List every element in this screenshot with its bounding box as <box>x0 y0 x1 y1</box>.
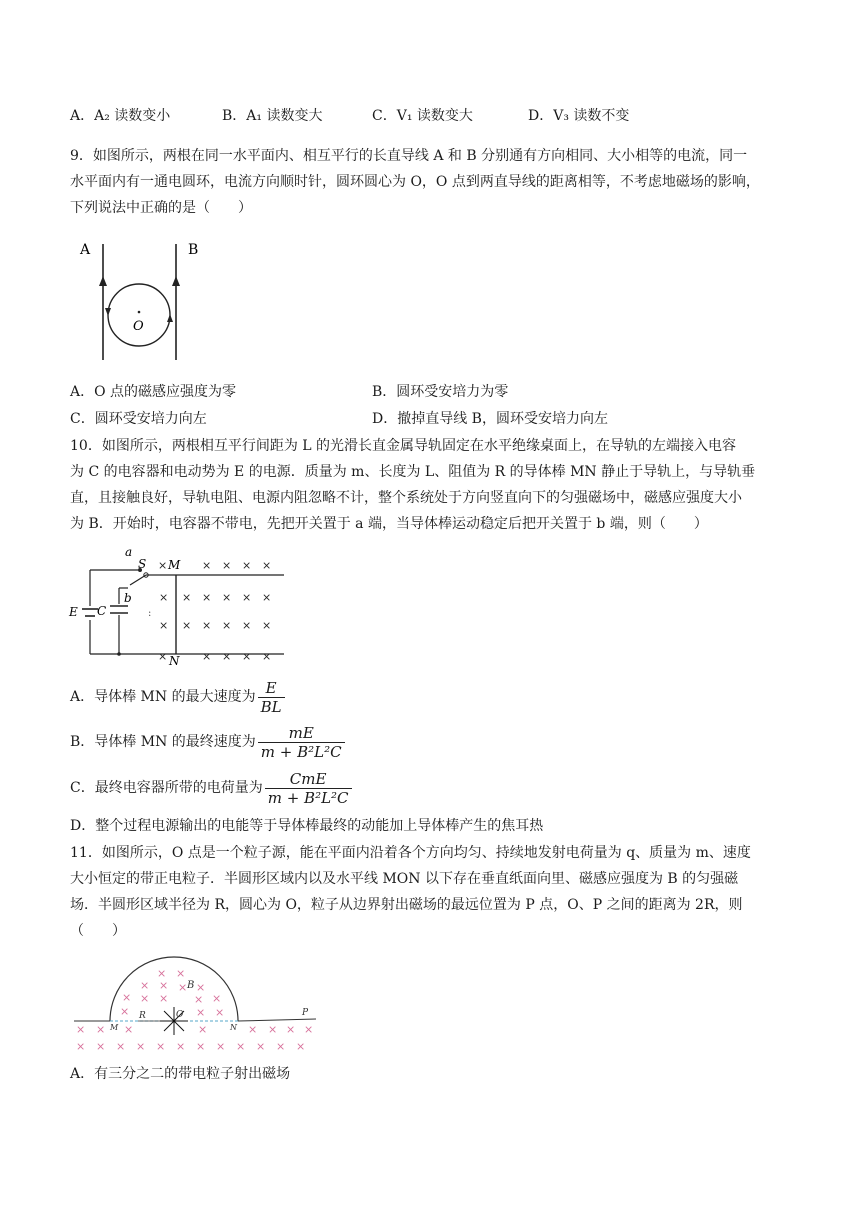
q10-option-c-fraction <box>265 770 352 807</box>
label-n: N <box>169 654 180 668</box>
svg-text:×: × <box>215 1006 225 1019</box>
svg-text:×: × <box>202 650 212 663</box>
svg-text:×: × <box>242 619 252 632</box>
svg-text:×: × <box>158 559 168 572</box>
svg-text:×: × <box>268 1023 278 1036</box>
q10-stem-line4: 为 B．开始时，电容器不带电，先把开关置于 a 端，当导体棒运动稳定后把开关置于 b 端，则（ ） <box>70 516 708 532</box>
q8-option-c: C．V₁ 读数变大 <box>372 108 473 124</box>
q10-option-b <box>70 721 345 763</box>
svg-text::: : <box>148 608 152 619</box>
svg-text:×: × <box>140 979 150 992</box>
svg-text:×: × <box>222 591 232 604</box>
q10-option-c-numerator: CmE <box>265 770 352 789</box>
q9-option-a: A．O 点的磁感应强度为零 <box>70 384 237 400</box>
field-crosses <box>76 967 313 1053</box>
svg-text:×: × <box>176 1040 186 1053</box>
particle-source-arrows-icon <box>160 1007 188 1035</box>
boundary-line <box>238 1019 316 1021</box>
label-m: M <box>168 558 181 572</box>
svg-text:×: × <box>76 1023 86 1036</box>
svg-text:×: × <box>262 650 272 663</box>
svg-text:×: × <box>178 981 188 994</box>
q10-option-b-text: B．导体棒 MN 的最终速度为 <box>70 734 256 750</box>
svg-text:×: × <box>296 1040 306 1053</box>
svg-text:×: × <box>256 1040 266 1053</box>
svg-text:×: × <box>157 967 167 980</box>
svg-text:×: × <box>124 1023 134 1036</box>
q10-stem-line3: 直，且接触良好，导轨电阻、电源内阻忽略不计，整个系统处于方向竖直向下的匀强磁场中，磁感应强度大小 <box>70 490 742 506</box>
label-n: N <box>230 1023 237 1032</box>
svg-text:×: × <box>262 591 272 604</box>
label-a: a <box>125 545 133 559</box>
q10-option-c-denominator: m + B²L²C <box>267 788 349 807</box>
q10-option-d: D．整个过程电源输出的电能等于导体棒最终的动能加上导体棒产生的焦耳热 <box>70 818 544 834</box>
svg-text:×: × <box>202 559 212 572</box>
svg-text:×: × <box>159 992 169 1005</box>
current-ring <box>108 284 170 346</box>
q10-option-a <box>70 676 285 718</box>
q11-figure <box>72 955 322 1061</box>
svg-text:×: × <box>194 993 204 1006</box>
q10-option-a-text: A．导体棒 MN 的最大速度为 <box>70 689 256 705</box>
label-p: P <box>302 1008 309 1018</box>
q8-option-d: D．V₃ 读数不变 <box>528 108 630 124</box>
q8-option-a: A．A₂ 读数变小 <box>70 108 171 124</box>
q10-option-b-numerator: mE <box>258 724 345 743</box>
q9-figure <box>70 236 220 368</box>
svg-text:×: × <box>158 650 168 663</box>
svg-text:×: × <box>96 1023 106 1036</box>
svg-text:×: × <box>196 1040 206 1053</box>
svg-text:×: × <box>236 1040 246 1053</box>
fig-label-b: B <box>188 242 199 258</box>
q11-stem-line1: 11．如图所示，O 点是一个粒子源，能在平面内沿着各个方向均匀、持续地发射电荷量为 q、质量为 m、速度 <box>70 845 751 861</box>
svg-text:×: × <box>196 981 206 994</box>
label-c: C <box>97 604 107 618</box>
svg-text:×: × <box>122 991 132 1004</box>
label-b: b <box>124 591 132 605</box>
svg-text:×: × <box>242 650 252 663</box>
svg-text:×: × <box>248 1023 258 1036</box>
svg-text:×: × <box>182 619 192 632</box>
q11-stem-line2: 大小恒定的带正电粒子．半圆形区域内以及水平线 MON 以下存在垂直纸面向里、磁感应强度为 B 的匀强磁 <box>70 871 739 887</box>
svg-text:×: × <box>159 591 169 604</box>
q11-stem-line3: 场．半圆形区域半径为 R，圆心为 O，粒子从边界射出磁场的最远位置为 P 点，O、P 之间的距离为 2R，则 <box>70 897 743 913</box>
svg-text:×: × <box>96 1040 106 1053</box>
svg-text:×: × <box>196 1006 206 1019</box>
q10-option-a-denominator: BL <box>260 697 282 716</box>
q9-option-b: B．圆环受安培力为零 <box>372 384 509 400</box>
wire-a-arrow-icon <box>99 276 107 286</box>
ring-arrow-right-icon <box>167 314 173 322</box>
svg-text:×: × <box>198 1023 208 1036</box>
q10-stem-line2: 为 C 的电容器和电动势为 E 的电源．质量为 m、长度为 L、阻值为 R 的导体棒 MN 静止于导轨上，与导轨垂 <box>70 464 756 480</box>
q11-stem-line4: （ ） <box>70 923 126 939</box>
q9-stem-line1: 9．如图所示，两根在同一水平面内、相互平行的长直导线 A 和 B 分别通有方向相同、大小相等的电流，同一 <box>70 148 748 164</box>
svg-text:×: × <box>262 559 272 572</box>
label-b: B <box>187 980 195 991</box>
q10-option-b-denominator: m + B²L²C <box>260 742 342 761</box>
svg-text:×: × <box>176 967 186 980</box>
svg-text:×: × <box>242 591 252 604</box>
label-e: E <box>69 605 78 619</box>
q8-option-b: B．A₁ 读数变大 <box>222 108 323 124</box>
label-r: R <box>139 1011 146 1021</box>
q10-option-a-fraction <box>258 679 285 716</box>
q9-stem-line2: 水平面内有一通电圆环，电流方向顺时针，圆环圆心为 O，O 点到两直导线的距离相等，不考虑地磁场的影响， <box>70 174 760 190</box>
svg-text:×: × <box>136 1040 146 1053</box>
fig-label-o: O <box>133 319 144 334</box>
q10-option-b-fraction <box>258 724 345 761</box>
wire-b-arrow-icon <box>172 276 180 286</box>
q10-option-a-numerator: E <box>258 679 285 698</box>
svg-text:×: × <box>222 619 232 632</box>
svg-text:×: × <box>286 1023 296 1036</box>
label-m: M <box>110 1023 119 1032</box>
svg-text:×: × <box>120 1005 130 1018</box>
svg-text:×: × <box>76 1040 86 1053</box>
q9-stem-line3: 下列说法中正确的是（ ） <box>70 200 252 216</box>
svg-text:×: × <box>202 619 212 632</box>
svg-text:×: × <box>222 650 232 663</box>
label-o: O <box>176 1010 184 1020</box>
svg-text:×: × <box>276 1040 286 1053</box>
svg-text:×: × <box>202 591 212 604</box>
svg-text:×: × <box>182 591 192 604</box>
q9-option-d: D．撤掉直导线 B，圆环受安培力向左 <box>372 411 608 427</box>
svg-text:×: × <box>304 1023 314 1036</box>
fig-label-a: A <box>80 242 91 258</box>
svg-text:×: × <box>159 979 169 992</box>
svg-text:×: × <box>140 992 150 1005</box>
svg-text:×: × <box>159 619 169 632</box>
svg-text:×: × <box>156 1040 166 1053</box>
svg-text:×: × <box>212 992 222 1005</box>
switch-blade <box>130 575 146 585</box>
svg-text:×: × <box>222 559 232 572</box>
svg-text:×: × <box>216 1040 226 1053</box>
q10-stem-line1: 10．如图所示，两根相互平行间距为 L 的光滑长直金属导轨固定在水平绝缘桌面上，在导轨的左端接入电容 <box>70 438 737 454</box>
q10-option-c <box>70 767 352 809</box>
svg-text:×: × <box>116 1040 126 1053</box>
label-s: S <box>138 557 147 571</box>
svg-text:×: × <box>262 619 272 632</box>
q10-option-c-text: C．最终电容器所带的电荷量为 <box>70 780 263 796</box>
q10-figure <box>66 544 286 668</box>
svg-text:×: × <box>242 559 252 572</box>
q9-option-c: C．圆环受安培力向左 <box>70 411 207 427</box>
center-dot <box>138 311 141 314</box>
q11-option-a: A．有三分之二的带电粒子射出磁场 <box>70 1066 291 1082</box>
ring-arrow-left-icon <box>105 308 111 316</box>
